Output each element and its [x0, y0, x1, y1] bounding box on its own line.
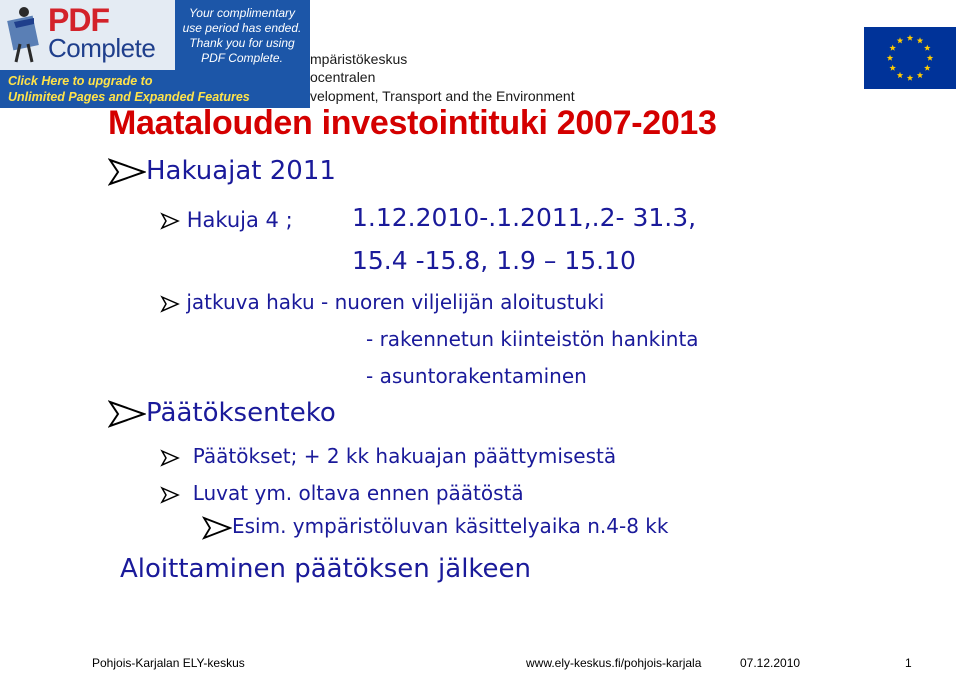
ely-header-line: mpäristökeskus: [310, 51, 408, 67]
arrow-bullet-icon: [160, 486, 180, 504]
trial-notice-line: Your complimentary: [188, 6, 296, 20]
arrow-bullet-icon: [160, 449, 180, 467]
bullet-text: Hakuajat 2011: [146, 156, 336, 186]
footer-url[interactable]: www.ely-keskus.fi/pohjois-karjala: [526, 656, 702, 670]
bullet-esim: [202, 514, 668, 540]
eu-flag-icon: [864, 27, 956, 89]
bullet-text: jatkuva haku - nuoren viljelijän aloitustuki: [186, 290, 605, 314]
bullet-luvat: [160, 481, 524, 505]
jatkuva-sub-item: - asuntorakentaminen: [366, 364, 587, 388]
bullet-text: Päätökset; + 2 kk hakuajan päättymisestä: [192, 444, 617, 468]
pdf-complete-logo-icon: [4, 4, 44, 66]
arrow-bullet-icon: [160, 212, 180, 230]
arrow-bullet-icon: [202, 516, 232, 540]
upgrade-link-line[interactable]: Unlimited Pages and Expanded Features: [8, 90, 250, 104]
footer-page-number: 1: [905, 656, 912, 670]
footer-org: Pohjois-Karjalan ELY-keskus: [92, 656, 245, 670]
arrow-bullet-icon: [160, 295, 180, 313]
trial-notice-line: use period has ended.: [182, 21, 302, 35]
aloittaminen-text: Aloittaminen päätöksen jälkeen: [120, 554, 532, 584]
pdf-complete-banner[interactable]: [0, 0, 310, 108]
bullet-text: Päätöksenteko: [146, 398, 336, 428]
ely-header-line: velopment, Transport and the Environment: [310, 88, 575, 104]
jatkuva-sub-item: - rakennetun kiinteistön hankinta: [366, 327, 699, 351]
slide-title: Maatalouden investointituki 2007-2013: [108, 104, 717, 142]
complete-logo-text: Complete: [48, 33, 156, 63]
upgrade-link[interactable]: [8, 73, 250, 105]
trial-notice: [178, 6, 306, 66]
bullet-text: Esim. ympäristöluvan käsittelyaika n.4-8 kk: [232, 514, 669, 538]
upgrade-link-line[interactable]: Click Here to upgrade to: [8, 74, 153, 88]
bullet-jatkuva-haku: [160, 290, 604, 314]
arrow-bullet-icon: [108, 400, 146, 428]
bullet-label: Hakuja 4 ;: [186, 208, 293, 232]
bullet-hakuajat: [108, 156, 336, 186]
arrow-bullet-icon: [108, 158, 146, 186]
hakuja-dates-line1: 1.12.2010-.1.2011,.2- 31.3,: [352, 203, 697, 232]
footer-date: 07.12.2010: [740, 656, 801, 670]
bullet-hakuja: [160, 208, 293, 232]
ely-header-line: ocentralen: [310, 69, 376, 85]
bullet-paatokset: [160, 444, 616, 468]
hakuja-dates-line2: 15.4 -15.8, 1.9 – 15.10: [352, 246, 636, 275]
bullet-paatoksenteko: [108, 398, 336, 428]
pdf-logo-text: PDF: [48, 2, 109, 38]
bullet-text: Luvat ym. oltava ennen päätöstä: [192, 481, 524, 505]
trial-notice-line: PDF Complete.: [201, 51, 283, 65]
trial-notice-line: Thank you for using: [189, 36, 295, 50]
